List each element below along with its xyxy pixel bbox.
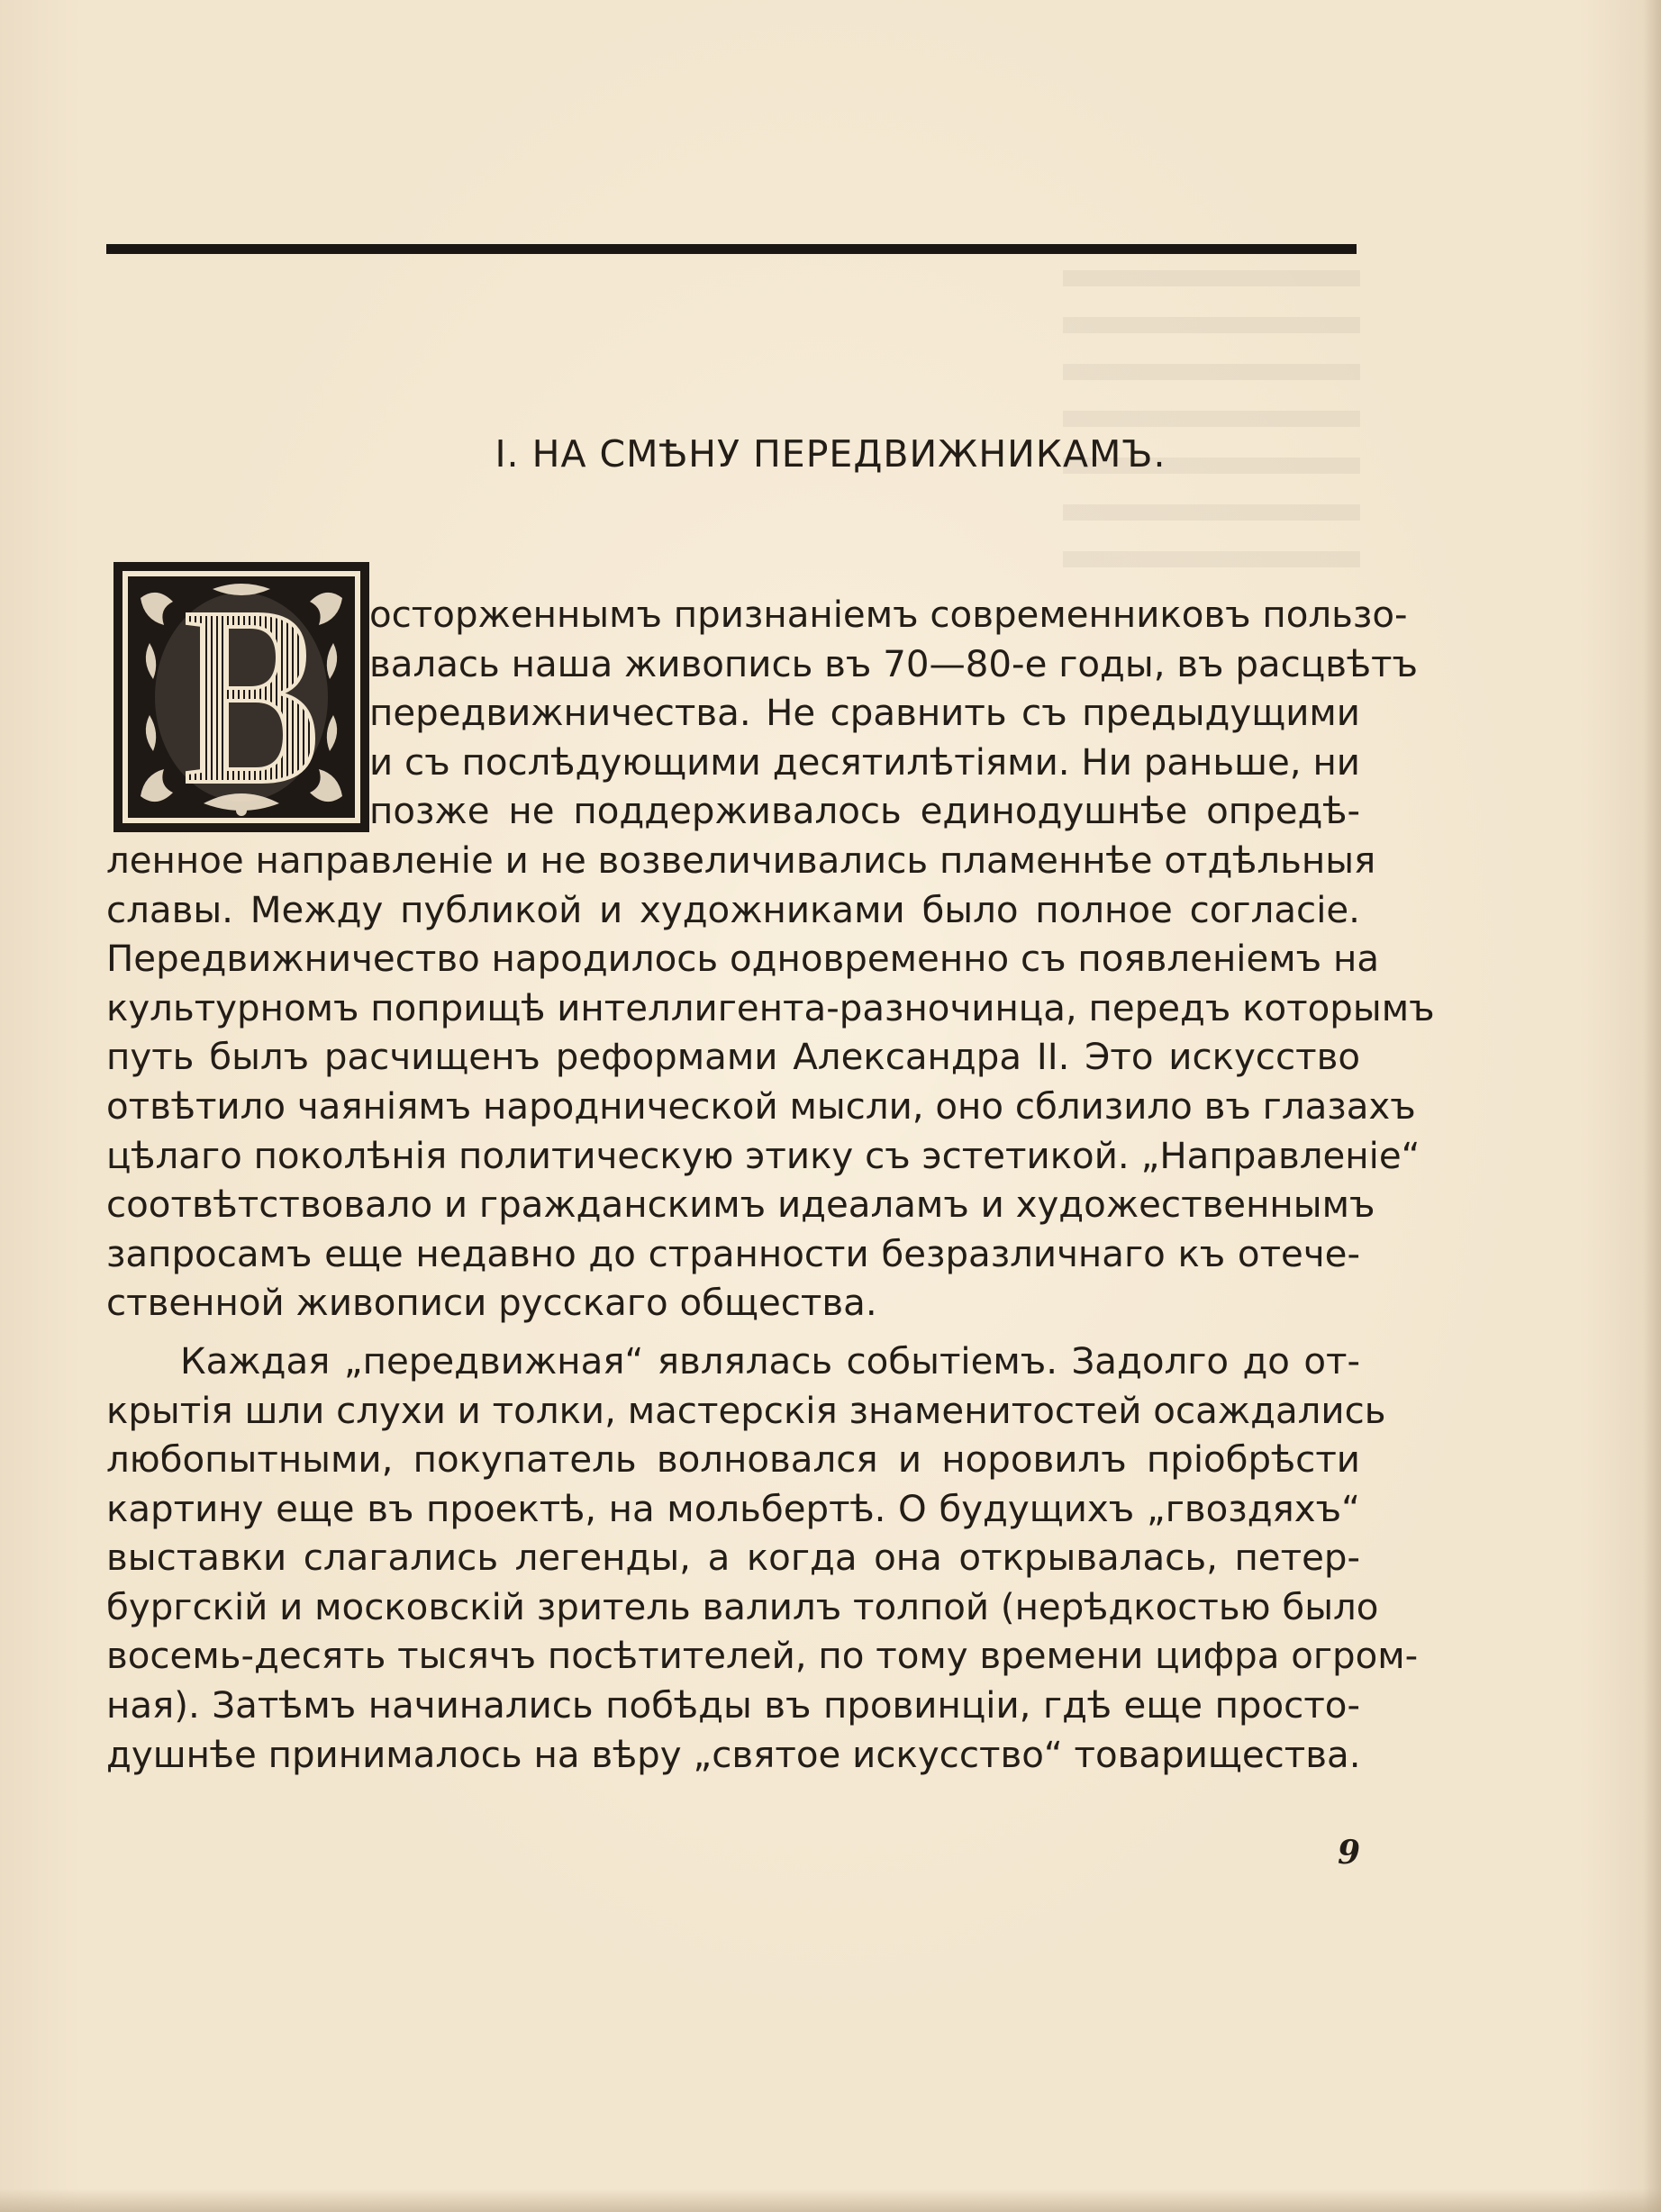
text-line: выставки слагались легенды, а когда она открывалась, петер- <box>106 1537 1360 1580</box>
text-line: валась наша живопись въ 70—80-е годы, въ расцвѣтъ <box>369 642 1418 685</box>
text-line: славы. Между публикой и художниками было полное согласіе. <box>106 888 1360 931</box>
text-line: осторженнымъ признаніемъ современниковъ пользо- <box>369 594 1408 636</box>
text-line: и съ послѣдующими десятилѣтіями. Ни раньше, ни <box>369 740 1360 784</box>
text-line: ленное направленіе и не возвеличивались пламеннѣе отдѣльныя <box>106 839 1376 882</box>
text-line: соотвѣтствовало и гражданскимъ идеаламъ и художественнымъ <box>106 1183 1375 1227</box>
text-line: душнѣе принималось на вѣру „святое искусство“ товарищества. <box>106 1733 1361 1776</box>
text-line: культурномъ поприщѣ интеллигента-разночинца, передъ которымъ <box>106 986 1435 1029</box>
text-line: позже не поддерживалось единодушнѣе опредѣ- <box>369 790 1360 833</box>
page-edge-bottom <box>0 2189 1661 2212</box>
text-line: крытія шли слухи и толки, мастерскія знаменитостей осаждались <box>106 1389 1386 1432</box>
text-line: передвижничества. Не сравнить съ предыдущими <box>369 692 1360 735</box>
page-number: 9 <box>1337 1834 1360 1872</box>
body-text <box>106 591 1435 1780</box>
page-edge-right <box>1643 0 1661 2212</box>
text-line: отвѣтило чаяніямъ народнической мысли, оно сблизило въ глазахъ <box>106 1084 1416 1128</box>
text-line: бургскій и московскій зритель валилъ толпой (нерѣдкостью было <box>106 1585 1379 1628</box>
text-line: Передвижничество народилось одновременно съ появленіемъ на <box>106 938 1380 981</box>
text-line: ная). Затѣмъ начинались побѣды въ провинціи, гдѣ еще просто- <box>106 1684 1360 1727</box>
text-line: путь былъ расчищенъ реформами Александра II. Это искусство <box>106 1036 1360 1079</box>
text-line: восемь-десять тысячъ посѣтителей, по тому времени цифра огром- <box>106 1635 1419 1678</box>
text-line: Каждая „передвижная“ являлась событіемъ. Задолго до от- <box>180 1339 1360 1382</box>
paragraph-gap <box>106 1328 1360 1337</box>
text-line: ственной живописи русскаго общества. <box>106 1282 877 1325</box>
text-line: запросамъ еще недавно до странности безразличнаго къ отече- <box>106 1232 1360 1275</box>
text-line: картину еще въ проектѣ, на мольбертѣ. О будущихъ „гвоздяхъ“ <box>106 1487 1360 1530</box>
show-through-text <box>1063 270 1360 576</box>
text-line: цѣлаго поколѣнія политическую этику съ эстетикой. „Направленіе“ <box>106 1134 1420 1177</box>
header-rule <box>106 244 1357 254</box>
chapter-heading: I. НА СМѢНУ ПЕРЕДВИЖНИКАМЪ. <box>495 432 1166 476</box>
text-line: любопытными, покупатель волновался и норовилъ пріобрѣсти <box>106 1438 1360 1482</box>
